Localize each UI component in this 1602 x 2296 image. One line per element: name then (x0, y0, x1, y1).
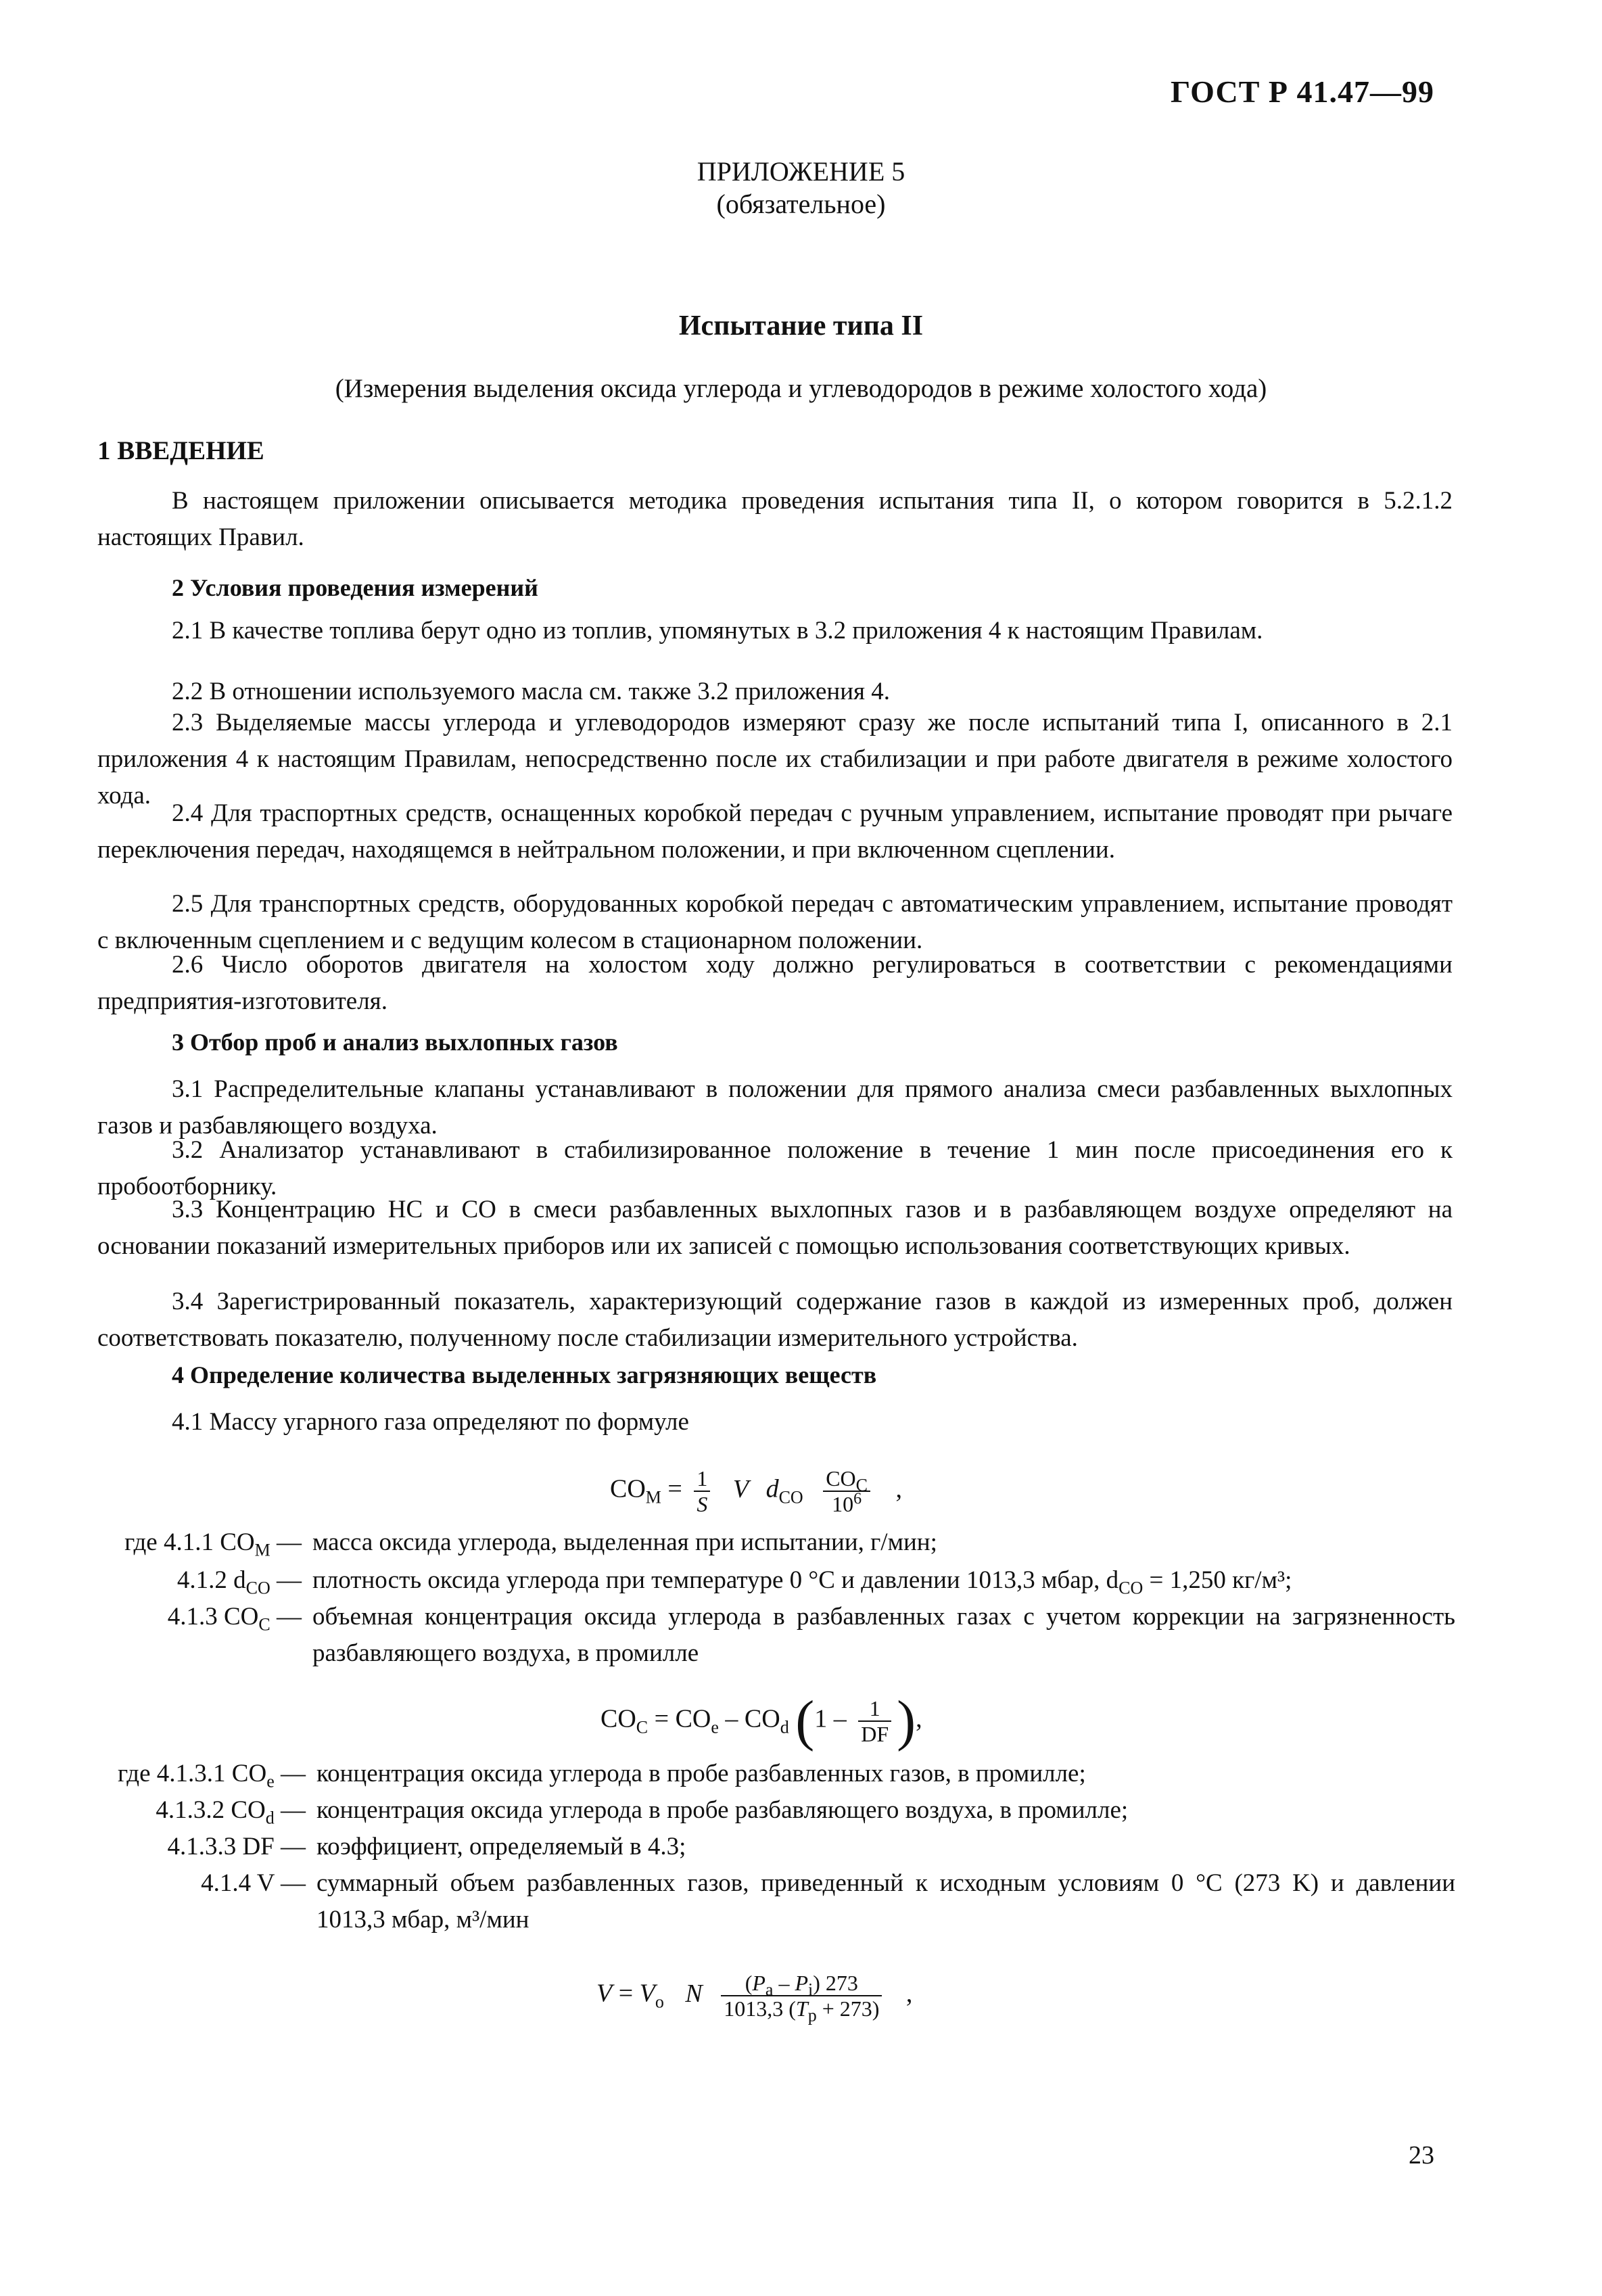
paragraph-2-1 (97, 613, 1453, 649)
f2-frac-den: DF (861, 1722, 889, 1746)
page-number: 23 (1409, 2141, 1434, 2170)
paragraph-2-6-text: 2.6 Число оборотов двигателя на холостом ходу должно регулироваться в соответствии с рекомендациями предприятия-изготовителя. (97, 951, 1453, 1015)
def-4-1-3-1-term: где 4.1.3.1 СО (117, 1760, 267, 1787)
def-4-1-3-term: 4.1.3 СО (167, 1603, 259, 1631)
section-1-text (97, 483, 1453, 556)
formula-volume (596, 1971, 913, 2025)
def-4-1-3-2: 4.1.3.2 $СО_d$ — концентрация оксида углерода в пробе разбавляющего воздуха, в промилле; (97, 1792, 1455, 1829)
def-4-1-2-sub: CO (245, 1578, 270, 1598)
f3-v0: V (639, 1979, 655, 2008)
f1-frac2 (823, 1466, 870, 1516)
paragraph-3-4 (97, 1284, 1453, 1357)
f2-b-sub: d (780, 1717, 789, 1737)
def-4-1-3-sub: С (258, 1614, 270, 1635)
paragraph-4-1-text: 4.1 Массу угарного газа определяют по формуле (172, 1408, 689, 1436)
f1-lhs: CO (610, 1474, 646, 1503)
f3-n: N (685, 1979, 703, 2008)
def-4-1-3-1-sub: e (266, 1771, 275, 1791)
formula-co-mass (610, 1466, 902, 1516)
def-4-1-4-term: 4.1.4 V (201, 1869, 275, 1897)
f3-num-minus: – (778, 1971, 790, 1995)
paragraph-2-2-text: 2.2 В отношении используемого масла см. также 3.2 приложения 4. (172, 678, 891, 705)
section-1-paragraph: В настоящем приложении описывается методика проведения испытания типа II, о котором говорится в 5.2.1.2 настоящих Правил. (97, 487, 1453, 551)
paragraph-4-1 (97, 1404, 1453, 1440)
f2-tail: , (916, 1704, 922, 1733)
f2-open-paren: ( (795, 1689, 815, 1752)
def-4-1-2-term: 4.1.2 d (176, 1566, 246, 1594)
def-4-1-1-text: масса оксида углерода, выделенная при испытании, г/мин; (312, 1528, 937, 1556)
def-4-1-3-1: где 4.1.3.1 $СО_e$ — концентрация оксида углерода в пробе разбавленных газов, в промилле; (97, 1756, 1455, 1792)
f3-lhs: V (596, 1979, 613, 2008)
f3-tp-sub: p (807, 2005, 817, 2025)
def-4-1-3: 4.1.3 $СО_С$ — объемная концентрация оксида углерода в разбавленных газах с учетом коррекции на загрязненность разбавляющего воздуха, в промилле (97, 1599, 1455, 1672)
paragraph-3-1-text: 3.1 Распределительные клапаны устанавливают в положении для прямого анализа смеси разбавленных выхлопных газов и разбавляющего воздуха. (97, 1075, 1453, 1140)
f2-close-paren: ) (897, 1689, 916, 1752)
paragraph-2-3-text: 2.3 Выделяемые массы углерода и углеводородов измеряют сразу же после испытаний типа I, описанного в 2.1 приложения 4 к настоящим Правилам, непосредственно после их стабилизации и при работе двигателя в режиме холостого хода. (97, 709, 1453, 810)
f2-minus-2: – (833, 1704, 847, 1733)
paragraph-3-3 (97, 1192, 1453, 1265)
paragraph-2-6 (97, 947, 1453, 1020)
appendix-title: ПРИЛОЖЕНИЕ 5 (697, 156, 905, 187)
f2-lhs: CO (600, 1704, 636, 1733)
f3-num-close: ) 273 (813, 1971, 858, 1995)
f1-tail: , (895, 1474, 902, 1503)
f3-den-b: + 273) (816, 1996, 880, 2021)
def-4-1-3-3-term: 4.1.3.3 DF (167, 1833, 275, 1860)
def-4-1-3-text: объемная концентрация оксида углерода в разбавленных газах с учетом коррекции на загрязненность разбавляющего воздуха, в промилле (312, 1603, 1455, 1667)
paragraph-2-4-text: 2.4 Для траспортных средств, оснащенных коробкой передач с ручным управлением, испытание проводят при рычаге переключения передач, находящемся в нейтральном положении, и при включенном сцеплении. (97, 799, 1453, 864)
f1-lhs-sub: M (645, 1487, 661, 1507)
appendix-note: (обязательное) (716, 189, 886, 219)
paragraph-2-5-text: 2.5 Для транспортных средств, оборудованных коробкой передач с автоматическим управлением, испытание проводят с включенным сцеплением и с ведущим колесом в стационарном положении. (97, 890, 1453, 954)
def-4-1-3-2-term: 4.1.3.2 СО (156, 1796, 266, 1824)
paragraph-3-2-text: 3.2 Анализатор устанавливают в стабилизированное положение в течение 1 мин после присоединения его к пробоотборнику. (97, 1136, 1453, 1200)
def-4-1-3-2-text: концентрация оксида углерода в пробе разбавляющего воздуха, в промилле; (316, 1796, 1129, 1824)
f3-num-open: ( (745, 1971, 753, 1995)
def-4-1-1: где 4.1.1 $СО_М$ — масса оксида углерода, выделенная при испытании, г/мин; (97, 1524, 1455, 1561)
f1-frac2-num-sub: C (855, 1475, 868, 1495)
def-4-1-3-2-sub: d (265, 1808, 275, 1828)
def-4-1-4: 4.1.4 V — суммарный объем разбавленных газов, приведенный к исходным условиям 0 °С (273 K) и давлении 1013,3 мбар, м³/мин (97, 1865, 1455, 1938)
f3-pa-sub: a (765, 1979, 774, 2000)
f3-frac (721, 1971, 882, 2025)
f1-d-sub: CO (778, 1487, 803, 1507)
f3-pi: P (795, 1971, 809, 1995)
def-4-1-2-text-main: плотность оксида углерода при температуре 0 °С и давлении 1013,3 мбар, d (312, 1566, 1119, 1594)
f3-tp: T (795, 1996, 808, 2021)
f1-frac1-num: 1 (694, 1466, 710, 1492)
f2-one: 1 (814, 1704, 828, 1733)
f3-den-a: 1013,3 ( (724, 1996, 796, 2021)
f1-eq: = (667, 1474, 682, 1503)
f1-frac1 (694, 1466, 710, 1516)
f3-tail: , (905, 1979, 913, 2008)
f1-frac1-den: S (697, 1492, 708, 1516)
def-4-1-2-text (312, 1562, 1455, 1599)
document-title: Испытание типа II (678, 310, 924, 342)
paragraph-3-4-text: 3.4 Зарегистрированный показатель, характеризующий содержание газов в каждой из измеренных проб, должен соответствовать показателю, полученному после стабилизации измерительного устройства. (97, 1288, 1453, 1352)
standard-code: ГОСТ Р 41.47—99 (1171, 74, 1434, 109)
f1-d: d (765, 1474, 779, 1503)
def-4-1-4-text: суммарный объем разбавленных газов, приведенный к исходным условиям 0 °С (273 K) и давлении 1013,3 мбар, м³/мин (316, 1869, 1455, 1934)
f1-v: V (732, 1474, 749, 1503)
f2-frac (858, 1696, 891, 1746)
def-4-1-2-text-tail: = 1,250 кг/м³; (1143, 1566, 1292, 1594)
section-1-heading: 1 ВВЕДЕНИЕ (97, 436, 264, 465)
def-4-1-3-1-text: концентрация оксида углерода в пробе разбавленных газов, в промилле; (316, 1760, 1086, 1787)
f1-frac2-den: 10 (832, 1492, 854, 1516)
def-4-1-2-text-sub: CO (1118, 1578, 1144, 1598)
f1-frac2-num: CO (826, 1466, 856, 1491)
def-4-1-1-sub: М (254, 1540, 270, 1560)
paragraph-2-1-text: 2.1 В качестве топлива берут одно из топлив, упомянутых в 3.2 приложения 4 к настоящим Правилам. (172, 617, 1263, 645)
f3-pi-sub: i (808, 1979, 814, 2000)
formula-co-concentration (600, 1689, 922, 1752)
f3-v0-sub: o (655, 1992, 664, 2012)
f2-a-sub: e (711, 1717, 719, 1737)
f3-eq: = (618, 1979, 634, 2008)
f2-lhs-sub: C (636, 1717, 649, 1737)
f3-pa: P (752, 1971, 765, 1995)
f2-eq: = (654, 1704, 669, 1733)
paragraph-2-4 (97, 795, 1453, 868)
def-4-1-2: 4.1.2 $d_{CO}$ — плотность оксида углерода при температуре 0 °С и давлении 1013,3 мбар, $d_{CO} = 1,250$ кг/м³; (97, 1562, 1455, 1599)
f2-a: CO (675, 1704, 711, 1733)
def-4-1-3-3-text: коэффициент, определяемый в 4.3; (316, 1833, 686, 1860)
def-4-1-3-3: 4.1.3.3 DF — коэффициент, определяемый в 4.3; (97, 1829, 1455, 1865)
section-4-heading: 4 Определение количества выделенных загрязняющих веществ (172, 1361, 877, 1388)
section-2-heading: 2 Условия проведения измерений (172, 574, 538, 601)
f2-b: CO (744, 1704, 780, 1733)
f2-frac-num: 1 (858, 1696, 891, 1722)
section-3-heading: 3 Отбор проб и анализ выхлопных газов (172, 1029, 618, 1056)
f2-minus: – (725, 1704, 738, 1733)
document-subtitle: (Измерения выделения оксида углерода и углеводородов в режиме холостого хода) (335, 374, 1267, 403)
def-4-1-1-term: где 4.1.1 СО (124, 1528, 255, 1556)
f1-frac2-den-sup: 6 (853, 1490, 862, 1508)
paragraph-3-3-text: 3.3 Концентрацию НС и СО в смеси разбавленных выхлопных газов и в разбавляющем воздухе определяют на основании показаний измерительных приборов или их записей с помощью использования соответствующих кривых. (97, 1196, 1453, 1260)
